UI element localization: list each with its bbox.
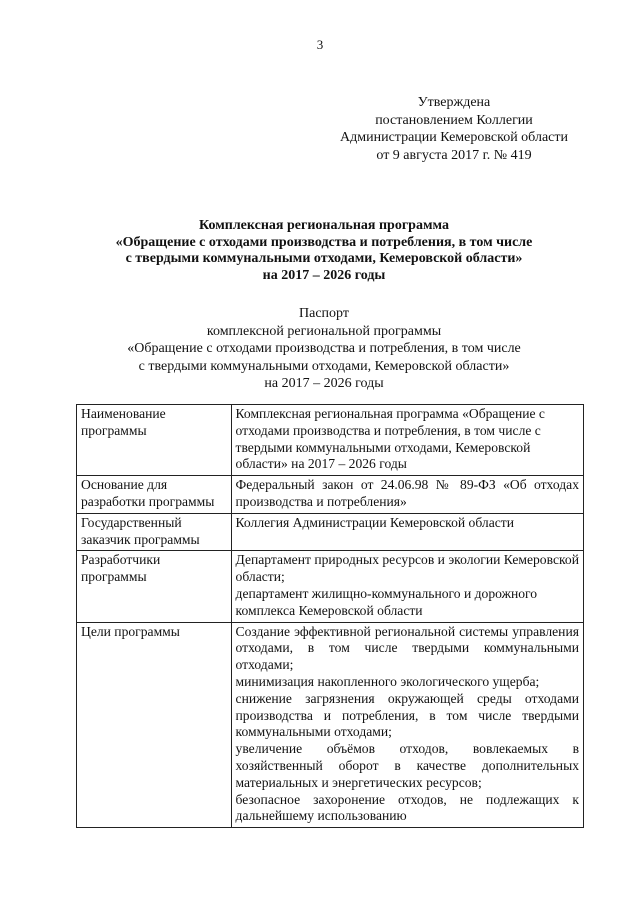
row-label: Государственный заказчик программы bbox=[77, 513, 232, 551]
program-title bbox=[60, 218, 588, 284]
passport-heading-line: с твердыми коммунальными отходами, Кемеровской области» bbox=[138, 358, 510, 374]
row-value bbox=[231, 622, 583, 828]
row-label: Цели программы bbox=[77, 622, 232, 828]
list-item: департамент жилищно-коммунального и дорожного комплекса Кемеровской области bbox=[235, 585, 538, 618]
table-row bbox=[77, 513, 584, 551]
approval-line: Утверждена bbox=[417, 95, 491, 110]
passport-heading-line: «Обращение с отходами производства и потребления, в том числе bbox=[127, 341, 521, 356]
list-item: снижение загрязнения окружающей среды отходами производства и потребления, в том числе твердыми коммунальными отходами; bbox=[235, 690, 579, 740]
program-title-line: с твердыми коммунальными отходами, Кемеровской области» bbox=[125, 251, 523, 266]
table-row bbox=[77, 405, 584, 476]
program-title-line: «Обращение с отходами производства и потребления, в том числе bbox=[115, 234, 533, 250]
row-label: Наименование программы bbox=[77, 405, 232, 476]
row-value: Федеральный закон от 24.06.98 № 89-ФЗ «Об отходах производства и потребления» bbox=[231, 476, 583, 514]
list-item: безопасное захоронение отходов, не подлежащих к дальнейшему использованию bbox=[235, 791, 579, 824]
row-label: Основание для разработки программы bbox=[77, 476, 232, 514]
row-value bbox=[231, 551, 583, 622]
row-value: Коллегия Администрации Кемеровской области bbox=[231, 513, 583, 551]
row-value: Комплексная региональная программа «Обращение с отходами производства и потребления, в том числе с твердыми коммунальными отходами, Кемеровской области» на 2017 – 2026 годы bbox=[231, 405, 583, 476]
table-row bbox=[77, 476, 584, 514]
passport-heading bbox=[60, 305, 588, 393]
program-title-line: Комплексная региональная программа bbox=[199, 218, 449, 233]
approval-line: от 9 августа 2017 г. № 419 bbox=[376, 147, 532, 163]
list-item: Создание эффективной региональной системы управления отходами, в том числе твердыми коммунальными отходами; bbox=[235, 623, 579, 673]
passport-table bbox=[76, 404, 584, 828]
list-item: минимизация накопленного экологического ущерба; bbox=[235, 673, 540, 689]
table-row bbox=[77, 622, 584, 828]
row-label: Разработчики программы bbox=[77, 551, 232, 622]
list-item: увеличение объёмов отходов, вовлекаемых в хозяйственный оборот в качестве дополнительных материальных и энергетических ресурсов; bbox=[235, 741, 579, 790]
list-item: Департамент природных ресурсов и экологии Кемеровской области; bbox=[235, 552, 579, 585]
passport-heading-line: Паспорт bbox=[299, 306, 349, 321]
table-row bbox=[77, 551, 584, 622]
approval-line: Администрации Кемеровской области bbox=[340, 130, 568, 145]
passport-heading-line: на 2017 – 2026 годы bbox=[264, 376, 384, 391]
passport-heading-line: комплексной региональной программы bbox=[206, 323, 442, 339]
approval-block bbox=[320, 94, 588, 164]
page-number: 3 bbox=[316, 37, 324, 52]
program-title-line: на 2017 – 2026 годы bbox=[262, 267, 386, 283]
approval-line: постановлением Коллегии bbox=[375, 112, 533, 128]
